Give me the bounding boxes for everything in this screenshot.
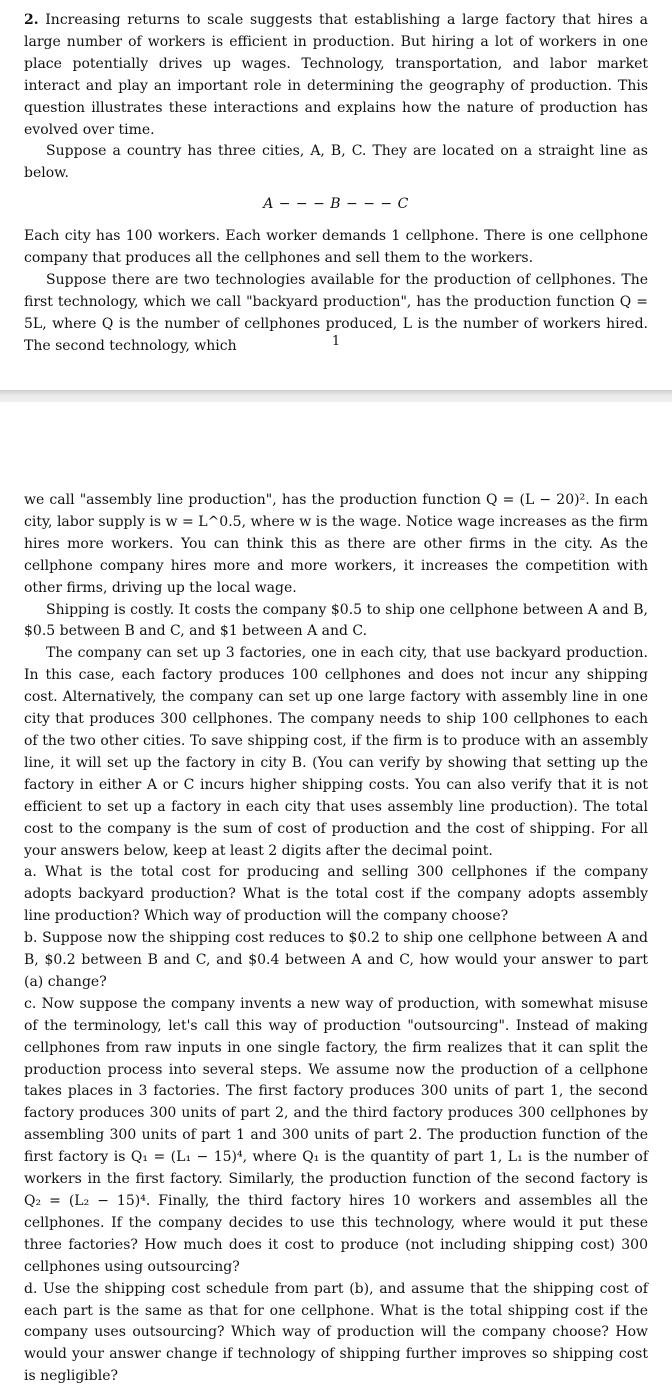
part-d: d. Use the shipping cost schedule from part (b), and assume that the shipping cost of each part is the same as that for one cellphone. What is the total shipping cost if the company uses outsourcing? Which way of production will the company choose? How would your answer change if technology of shipping further improves so shipping cost is negligible? <box>24 1280 648 1385</box>
part-b: b. Suppose now the shipping cost reduces to $0.2 to ship one cellphone between A and B, $0.2 between B and C, and $0.4 between A and C, how would your answer to part (a) change? <box>24 930 648 990</box>
page-2-text <box>24 490 648 1388</box>
document-page-1 <box>0 0 672 392</box>
factories-paragraph: The company can set up 3 factories, one in each city, that use backyard production. In this case, each factory produces 100 cellphones and does not incur any shipping cost. Alternatively, the company can set up one large factory with assembly line in one city that produces 300 cellphones. The company needs to ship 100 cellphones to each of the two other cities. To save shipping cost, if the firm is to produce with an assembly line, it will set up the factory in city B. (You can verify by showing that setting up the factory in either A or C incurs higher shipping costs. You can also verify that it is not efficient to set up a factory in each city that uses assembly line production). The total cost to the company is the sum of cost of production and the cost of shipping. For all your answers below, keep at least 2 digits after the decimal point. <box>24 645 648 859</box>
page-1-text <box>24 10 648 358</box>
intro-paragraph <box>24 10 648 141</box>
part-c: c. Now suppose the company invents a new way of production, with somewhat misuse of the terminology, let's call this way of production "outsourcing". Instead of making cellphones from raw inputs in one single factory, the firm realizes that it can split the production process into several steps. We assume now the production of a cellphone takes places in 3 factories. The first factory produces 300 units of part 1, the second factory produces 300 units of part 2, and the third factory produces 300 cellphones by assembling 300 units of part 1 and 300 units of part 2. The production function of the first factory is Q₁ = (L₁ − 15)⁴, where Q₁ is the quantity of part 1, L₁ is the number of workers in the first factory. Similarly, the production function of the second factory is Q₂ = (L₂ − 15)⁴. Finally, the third factory hires 10 workers and assembles all the cellphones. If the company decides to use this technology, where would it put these three factories? How much does it cost to produce (not including shipping cost) 300 cellphones using outsourcing? <box>24 995 648 1275</box>
intro-text: Increasing returns to scale suggests that establishing a large factory that hires a large number of workers is efficient in production. But hiring a lot of workers in one place potentially drives up wages. Technology, transportation, and labor market interact and play an important role in determining the geography of production. This question illustrates these interactions and explains how the nature of production has evolved over time. <box>24 12 648 138</box>
part-a: a. What is the total cost for producing and selling 300 cellphones if the company adopts backyard production? What is the total cost if the company adopts assembly line production? Which way of production will the company choose? <box>24 864 648 925</box>
workers-paragraph: Each city has 100 workers. Each worker demands 1 cellphone. There is one cellphone company that produces all the cellphones and sell them to the workers. <box>24 228 648 267</box>
page-number: 1 <box>331 334 341 349</box>
setup-paragraph: Suppose a country has three cities, A, B, C. They are located on a straight line as below. <box>24 143 648 182</box>
shipping-paragraph: Shipping is costly. It costs the company $0.5 to ship one cellphone between A and B, $0.5 between B and C, and $1 between A and C. <box>24 601 648 640</box>
document-page-2 <box>0 402 672 1385</box>
assembly-paragraph: we call "assembly line production", has the production function Q = (L − 20)². In each city, labor supply is w = L^0.5, where w is the wage. Notice wage increases as the firm hires more workers. You can think this as there are other firms in the city. As the cellphone company hires more and more workers, it increases the competition with other firms, driving up the local wage. <box>24 492 648 596</box>
city-line-diagram: A − − − B − − − C <box>263 196 409 213</box>
question-number: 2. <box>24 12 39 28</box>
technology-paragraph: Suppose there are two technologies available for the production of cellphones. The first technology, which we call "backyard production", has the production function Q = 5L, where Q is the number of cellphones produced, L is the number of workers hired. The second technology, which <box>24 271 648 354</box>
